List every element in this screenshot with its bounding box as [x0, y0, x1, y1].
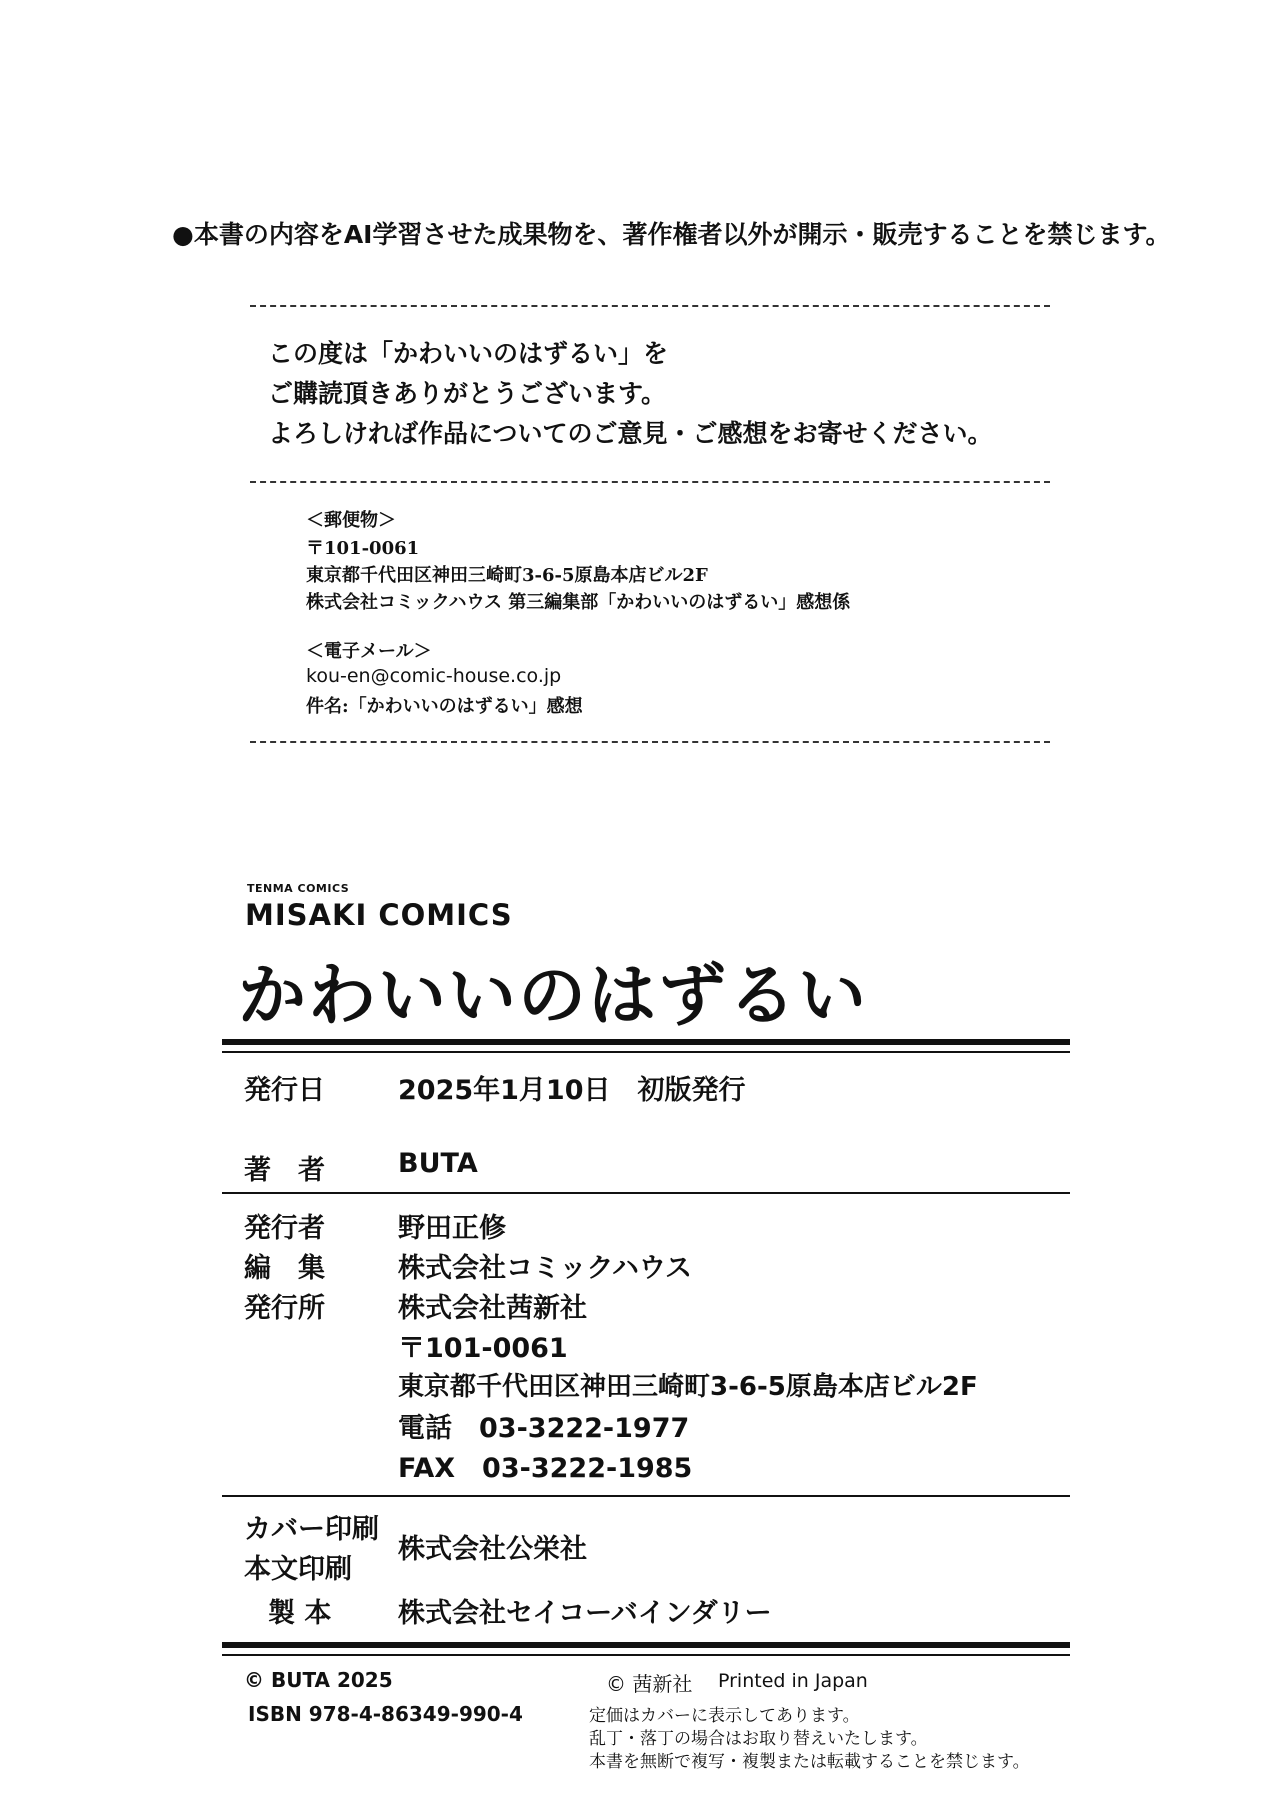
note-replacement: 乱丁・落丁の場合はお取り替えいたします。: [589, 1729, 928, 1749]
editor-key: 編 集: [244, 1253, 325, 1284]
ai-notice: ●本書の内容をAI学習させた成果物を、著作権者以外が開示・販売することを禁じます。: [172, 220, 1171, 249]
dashed-divider: [250, 305, 1050, 307]
book-title: かわいいのはずるい: [238, 957, 869, 1036]
thick-rule: [222, 1642, 1070, 1648]
pub-date-value: 2025年1月10日 初版発行: [398, 1075, 746, 1106]
thin-rule: [222, 1495, 1070, 1497]
binding-value: 株式会社セイコーバインダリー: [398, 1598, 772, 1629]
dashed-divider: [250, 741, 1050, 743]
editor-value: 株式会社コミックハウス: [398, 1253, 693, 1284]
email-address: kou-en@comic-house.co.jp: [306, 665, 562, 687]
author-value: BUTA: [398, 1148, 478, 1179]
thanks-line-1: この度は「かわいいのはずるい」を: [268, 339, 669, 368]
email-subject: 件名:「かわいいのはずるい」感想: [306, 696, 583, 717]
copyright: © BUTA 2025: [244, 1668, 393, 1692]
isbn: ISBN 978-4-86349-990-4: [248, 1702, 523, 1726]
office-postal-code: 〒101-0061: [398, 1333, 568, 1364]
publisher-key: 発行者: [244, 1213, 325, 1244]
mail-department: 株式会社コミックハウス 第三編集部「かわいいのはずるい」感想係: [306, 592, 851, 613]
mail-address: 東京都千代田区神田三崎町3-6-5原島本店ビル2F: [306, 565, 708, 586]
note-copying: 本書を無断で複写・複製または転載することを禁じます。: [589, 1752, 1030, 1772]
office-fax: FAX 03-3222-1985: [398, 1453, 693, 1484]
body-print-key: 本文印刷: [244, 1554, 352, 1585]
publisher-copyright: © 茜新社: [606, 1672, 693, 1696]
thanks-line-3: よろしければ作品についてのご意見・ご感想をお寄せください。: [268, 419, 993, 448]
pub-date-key: 発行日: [244, 1075, 325, 1106]
email-heading: ＜電子メール＞: [306, 641, 432, 662]
imprint-label: MISAKI COMICS: [245, 898, 513, 932]
thick-rule: [222, 1039, 1070, 1045]
thanks-line-2: ご購読頂きありがとうございます。: [268, 379, 667, 408]
mail-heading: ＜郵便物＞: [306, 510, 396, 531]
publisher-value: 野田正修: [398, 1213, 506, 1244]
office-tel: 電話 03-3222-1977: [398, 1413, 690, 1444]
cover-print-key: カバー印刷: [244, 1514, 379, 1545]
dashed-divider: [250, 481, 1050, 483]
printed-in-japan: Printed in Japan: [718, 1670, 868, 1692]
thin-rule: [222, 1051, 1070, 1053]
note-price: 定価はカバーに表示してあります。: [589, 1706, 860, 1726]
mail-postal-code: 〒101-0061: [306, 538, 420, 559]
author-key: 著 者: [244, 1155, 325, 1186]
office-value: 株式会社茜新社: [398, 1293, 587, 1324]
office-key: 発行所: [244, 1293, 325, 1324]
imprint-small-label: TENMA COMICS: [247, 882, 350, 895]
binding-key: 製 本: [268, 1598, 332, 1629]
thin-rule: [222, 1654, 1070, 1656]
office-address: 東京都千代田区神田三崎町3-6-5原島本店ビル2F: [398, 1372, 978, 1402]
thin-rule: [222, 1192, 1070, 1194]
print-value: 株式会社公栄社: [398, 1534, 587, 1565]
